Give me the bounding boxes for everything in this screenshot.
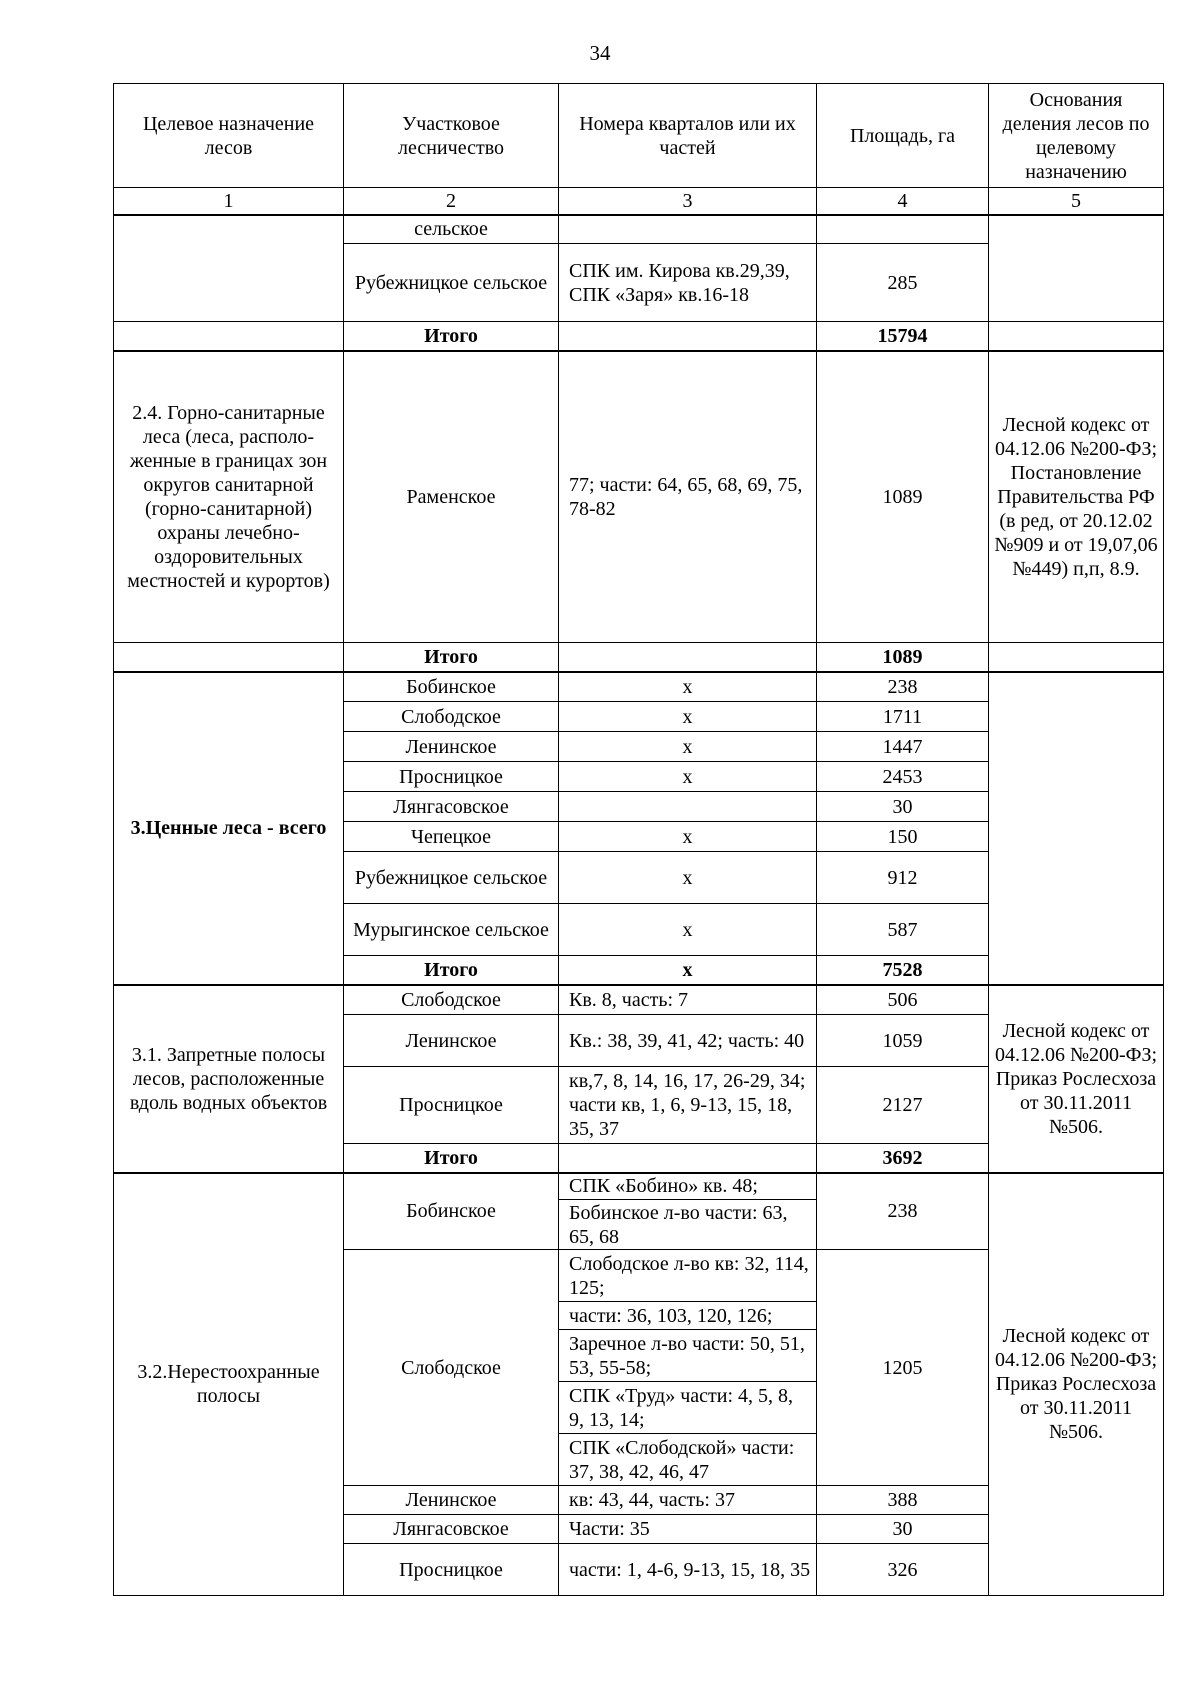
purpose-cell: 2.4. Горно-санитарные леса (леса, располо-женные в границах зон округов санитарной (горно-санитарной) охраны лечебно-оздоровительных местностей и курортов)	[114, 351, 344, 643]
col-number: 5	[989, 188, 1164, 215]
forestry-cell: Слободское	[344, 985, 559, 1015]
col-number: 3	[559, 188, 817, 215]
table-row	[114, 985, 1164, 1015]
area-cell: 1059	[817, 1015, 989, 1067]
blocks-cell: кв,7, 8, 14, 16, 17, 26-29, 34; части кв, 1, 6, 9-13, 15, 18, 35, 37	[559, 1067, 817, 1144]
column-numbers-row	[114, 188, 1164, 215]
purpose-cell	[114, 643, 344, 672]
forestry-cell: Просницкое	[344, 1544, 559, 1596]
basis-cell	[989, 643, 1164, 672]
blocks-cell: Слободское л-во кв: 32, 114, 125;	[559, 1250, 817, 1302]
area-cell: 1711	[817, 702, 989, 732]
blocks-cell: x	[559, 732, 817, 762]
total-area: 7528	[817, 956, 989, 985]
total-label: Итого	[344, 956, 559, 985]
blocks-cell: Части: 35	[559, 1515, 817, 1544]
table-header-row	[114, 84, 1164, 188]
total-row	[114, 322, 1164, 351]
table-row	[114, 215, 1164, 244]
blocks-cell: СПК им. Кирова кв.29,39, СПК «Заря» кв.16-18	[559, 244, 817, 322]
blocks-cell: Заречное л-во части: 50, 51, 53, 55-58;	[559, 1330, 817, 1382]
area-cell: 587	[817, 904, 989, 956]
basis-cell: Лесной кодекс от 04.12.06 №200-ФЗ; Приказ Рослесхоза от 30.11.2011 №506.	[989, 1173, 1164, 1596]
purpose-cell: 3.Ценные леса - всего	[114, 672, 344, 985]
total-area: 1089	[817, 643, 989, 672]
area-cell: 326	[817, 1544, 989, 1596]
forestry-cell: Лянгасовское	[344, 1515, 559, 1544]
total-label: Итого	[344, 322, 559, 351]
forestry-cell: Чепецкое	[344, 822, 559, 852]
table-row	[114, 672, 1164, 702]
forestry-cell: Бобинское	[344, 672, 559, 702]
blocks-cell: СПК «Труд» части: 4, 5, 8, 9, 13, 14;	[559, 1382, 817, 1434]
blocks-cell: Кв.: 38, 39, 41, 42; часть: 40	[559, 1015, 817, 1067]
area-cell: 238	[817, 1173, 989, 1250]
area-cell: 506	[817, 985, 989, 1015]
area-cell: 912	[817, 852, 989, 904]
forestry-cell: Просницкое	[344, 1067, 559, 1144]
blocks-cell: Бобинское л-во части: 63, 65, 68	[559, 1200, 817, 1250]
basis-cell: Лесной кодекс от 04.12.06 №200-ФЗ; Приказ Рослесхоза от 30.11.2011 №506.	[989, 985, 1164, 1173]
basis-cell	[989, 215, 1164, 322]
total-label: Итого	[344, 1144, 559, 1173]
blocks-cell: 77; части: 64, 65, 68, 69, 75, 78-82	[559, 351, 817, 643]
blocks-cell	[559, 643, 817, 672]
blocks-cell: x	[559, 672, 817, 702]
forestry-cell: Слободское	[344, 702, 559, 732]
blocks-cell: x	[559, 702, 817, 732]
total-row	[114, 643, 1164, 672]
area-cell: 30	[817, 792, 989, 822]
col-number: 2	[344, 188, 559, 215]
area-cell: 388	[817, 1486, 989, 1515]
forestry-cell: Рубежницкое сельское	[344, 852, 559, 904]
area-cell: 2453	[817, 762, 989, 792]
col-number: 4	[817, 188, 989, 215]
total-area: 3692	[817, 1144, 989, 1173]
blocks-cell	[559, 215, 817, 244]
area-cell: 285	[817, 244, 989, 322]
blocks-cell	[559, 322, 817, 351]
blocks-cell: СПК «Бобино» кв. 48;	[559, 1173, 817, 1200]
purpose-cell	[114, 322, 344, 351]
blocks-cell: СПК «Слободской» части: 37, 38, 42, 46, 47	[559, 1434, 817, 1486]
purpose-cell	[114, 215, 344, 322]
purpose-cell: 3.1. Запретные полосы лесов, расположенные вдоль водных объектов	[114, 985, 344, 1173]
blocks-cell: Кв. 8, часть: 7	[559, 985, 817, 1015]
blocks-cell: x	[559, 852, 817, 904]
area-cell: 1447	[817, 732, 989, 762]
blocks-cell	[559, 1144, 817, 1173]
header-blocks: Номера кварталов или их частей	[559, 84, 817, 188]
blocks-cell: x	[559, 904, 817, 956]
forestry-cell: Ленинское	[344, 1486, 559, 1515]
area-cell: 1205	[817, 1250, 989, 1486]
blocks-cell: части: 1, 4-6, 9-13, 15, 18, 35	[559, 1544, 817, 1596]
area-cell: 2127	[817, 1067, 989, 1144]
area-cell: 238	[817, 672, 989, 702]
forestry-cell: сельское	[344, 215, 559, 244]
col-number: 1	[114, 188, 344, 215]
page-number: 34	[589, 41, 611, 65]
table-row	[114, 1173, 1164, 1200]
header-forestry: Участковое лесничество	[344, 84, 559, 188]
forestry-cell: Лянгасовское	[344, 792, 559, 822]
header-purpose: Целевое назначение лесов	[114, 84, 344, 188]
forest-purpose-table	[113, 83, 1164, 1596]
basis-cell	[989, 672, 1164, 985]
blocks-cell: x	[559, 762, 817, 792]
basis-cell: Лесной кодекс от 04.12.06 №200-ФЗ; Постановление Правительства РФ (в ред, от 20.12.02 №909 и от 19,07,06 №449) п,п, 8.9.	[989, 351, 1164, 643]
area-cell: 150	[817, 822, 989, 852]
total-label: Итого	[344, 643, 559, 672]
total-blocks: x	[559, 956, 817, 985]
forestry-cell: Слободское	[344, 1250, 559, 1486]
blocks-cell: x	[559, 822, 817, 852]
blocks-cell: части: 36, 103, 120, 126;	[559, 1302, 817, 1330]
area-cell	[817, 215, 989, 244]
basis-cell	[989, 322, 1164, 351]
header-area: Площадь, га	[817, 84, 989, 188]
forestry-cell: Рубежницкое сельское	[344, 244, 559, 322]
forestry-cell: Бобинское	[344, 1173, 559, 1250]
forestry-cell: Мурыгинское сельское	[344, 904, 559, 956]
header-basis: Основания деления лесов по целевому назначению	[989, 84, 1164, 188]
blocks-cell	[559, 792, 817, 822]
blocks-cell: кв: 43, 44, часть: 37	[559, 1486, 817, 1515]
forestry-cell: Ленинское	[344, 1015, 559, 1067]
area-cell: 1089	[817, 351, 989, 643]
forestry-cell: Просницкое	[344, 762, 559, 792]
forestry-cell: Раменское	[344, 351, 559, 643]
table-row	[114, 351, 1164, 643]
forestry-cell: Ленинское	[344, 732, 559, 762]
purpose-cell: 3.2.Нерестоохранные полосы	[114, 1173, 344, 1596]
area-cell: 30	[817, 1515, 989, 1544]
total-area: 15794	[817, 322, 989, 351]
